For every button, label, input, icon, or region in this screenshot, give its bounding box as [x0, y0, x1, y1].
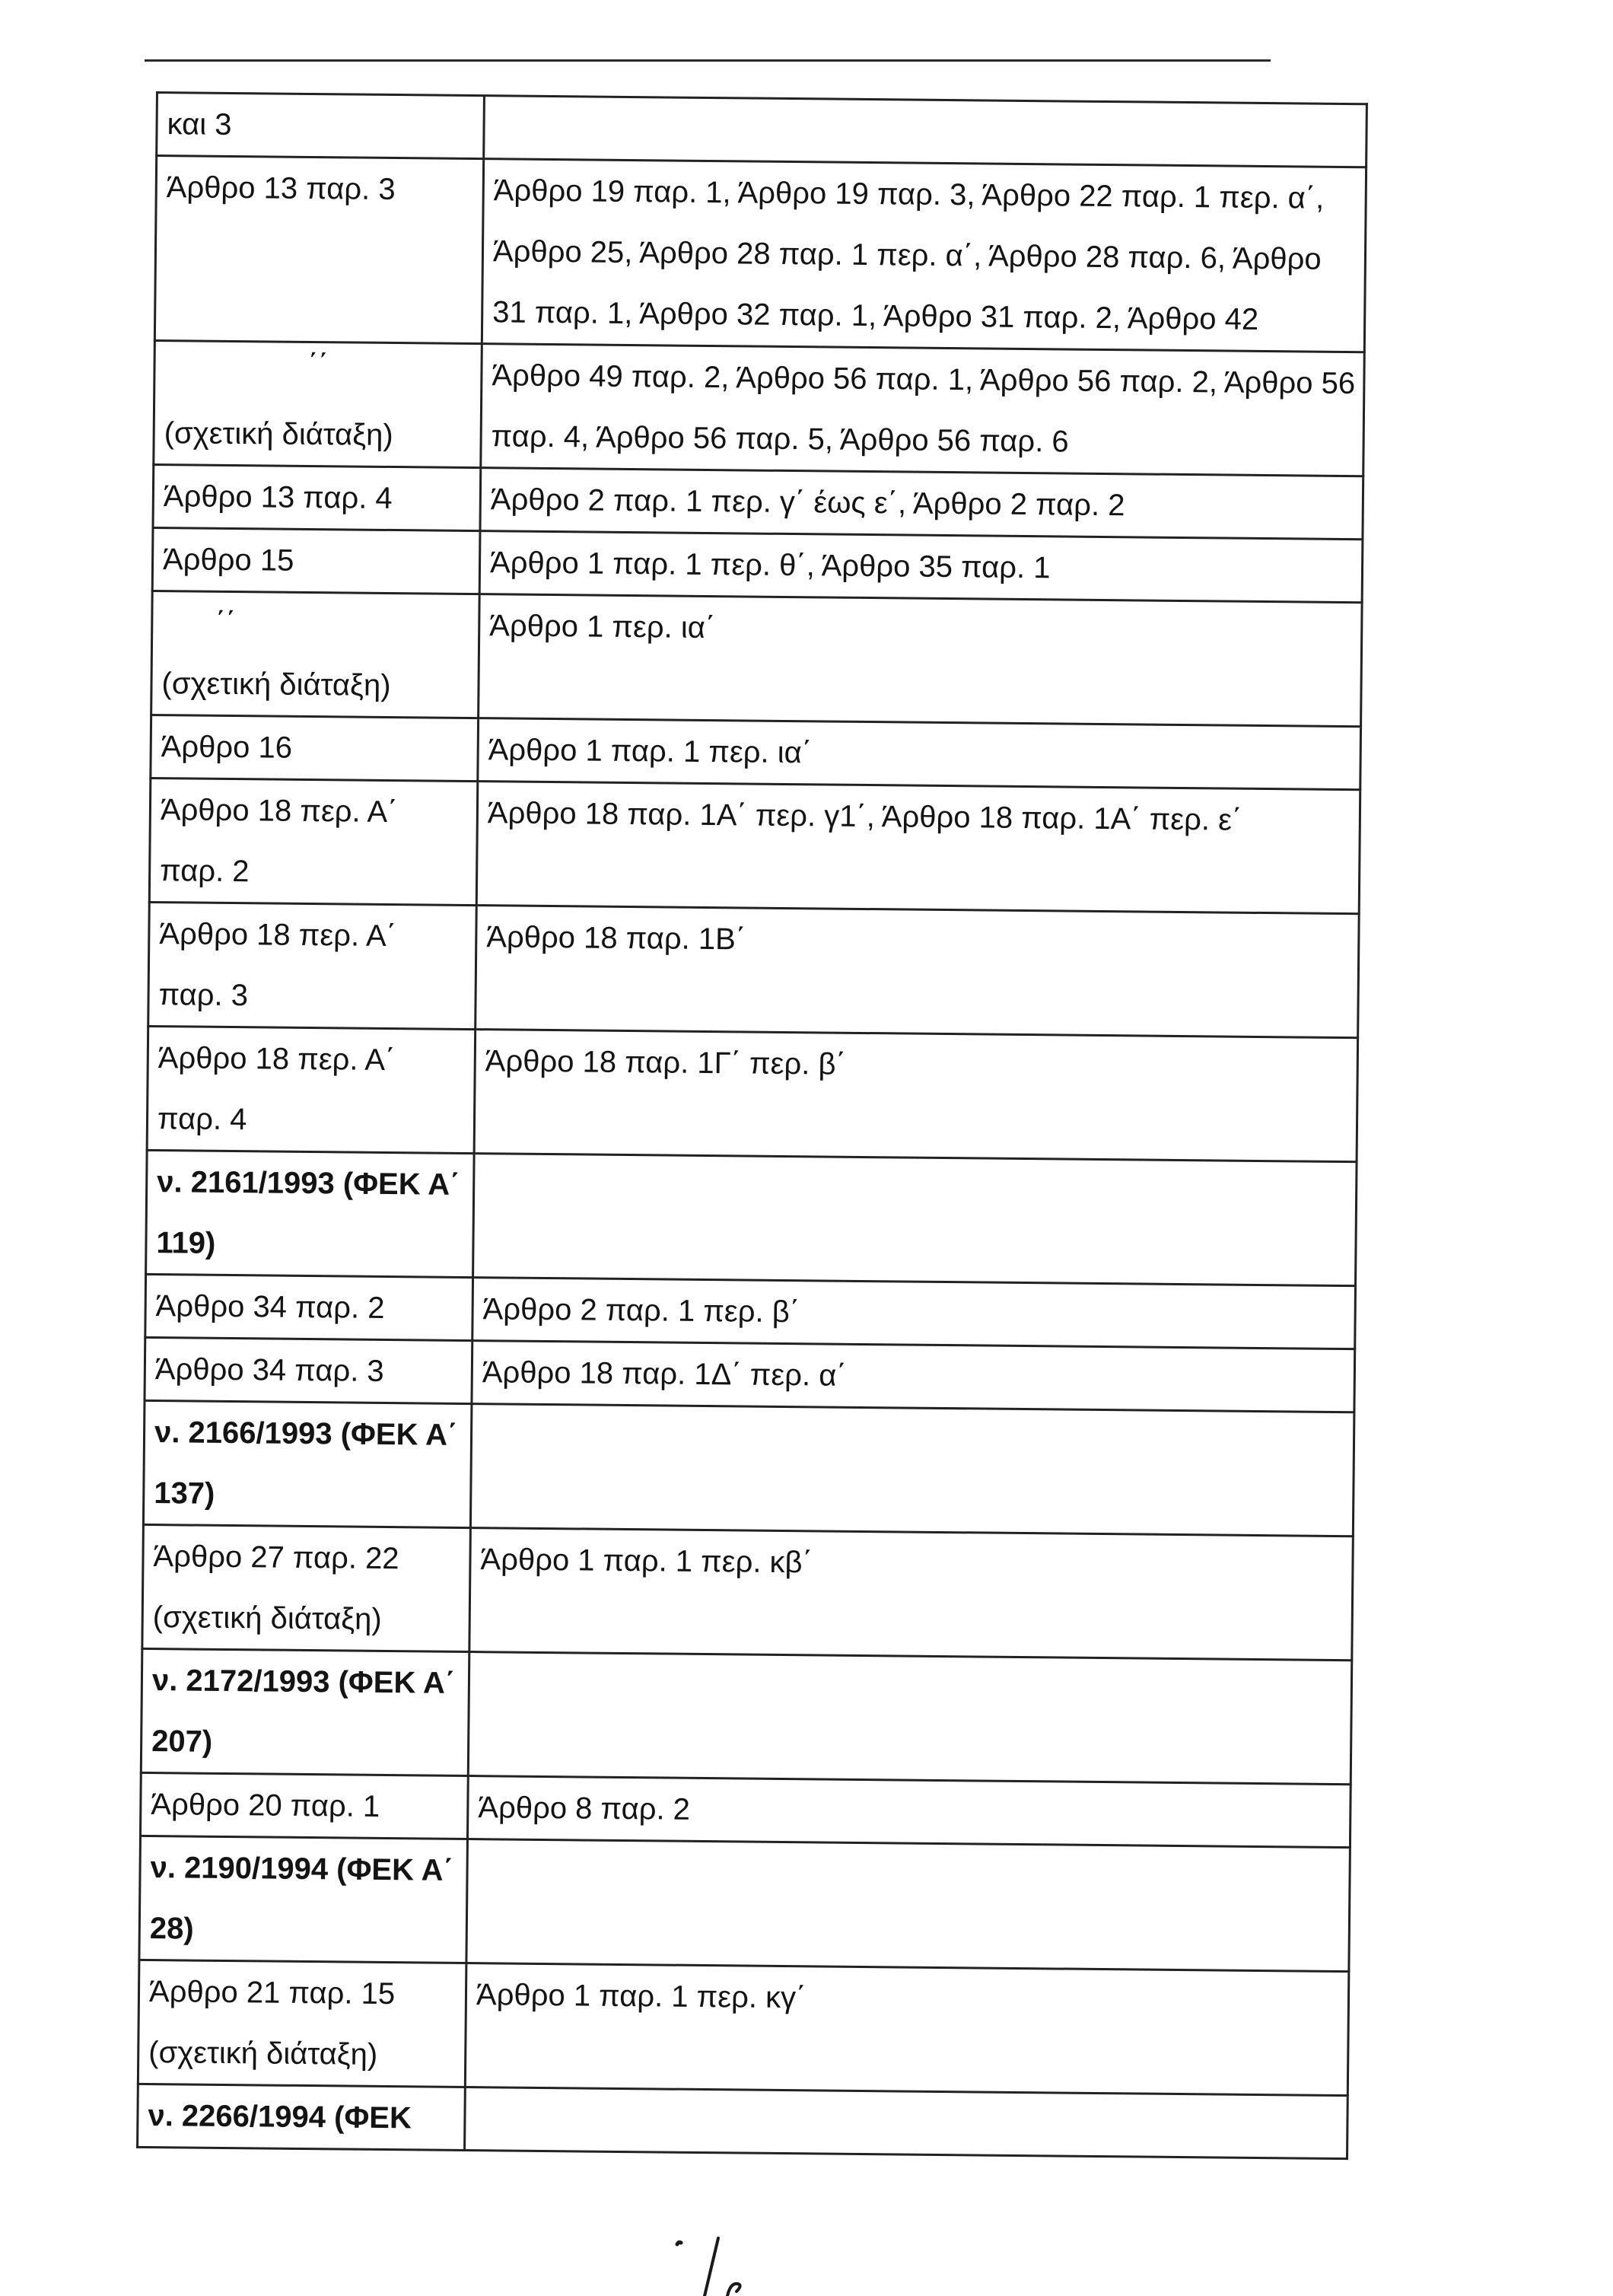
- top-rule: [145, 59, 1271, 62]
- table-row: [151, 591, 1362, 726]
- right-cell: Άρθρο 1 παρ. 1 περ. κβ΄: [469, 1528, 1354, 1661]
- table-row: [149, 778, 1360, 913]
- left-cell-text: (σχετική διάταξη): [161, 667, 391, 702]
- table-row: [140, 1772, 1351, 1847]
- right-cell: Άρθρο 18 παρ. 1Α΄ περ. γ1΄, Άρθρο 18 παρ. 1Α΄ περ. ε΄: [476, 782, 1360, 914]
- table-row: [157, 93, 1367, 167]
- right-cell: [484, 96, 1367, 167]
- left-cell: Άρθρο 20 παρ. 1: [140, 1772, 468, 1839]
- table-row: [154, 156, 1366, 352]
- table-row: [145, 1337, 1355, 1412]
- law-heading-cell: ν. 2161/1993 (ΦΕΚ Α΄ 119): [146, 1150, 475, 1277]
- left-cell: Άρθρο 34 παρ. 2: [145, 1274, 473, 1340]
- table-row: [138, 1960, 1348, 2095]
- left-cell: Άρθρο 34 παρ. 3: [145, 1337, 472, 1403]
- table-row: [151, 715, 1361, 789]
- left-cell: και 3: [157, 93, 485, 159]
- handwritten-initial-mark: [670, 2234, 761, 2296]
- right-cell: Άρθρο 2 παρ. 1 περ. γ΄ έως ε΄, Άρθρο 2 παρ. 2: [480, 468, 1363, 540]
- table-row: [142, 1524, 1353, 1660]
- right-cell: Άρθρο 1 παρ. 1 περ. ια΄: [478, 718, 1361, 790]
- law-heading-cell: ν. 2190/1994 (ΦΕΚ Α΄ 28): [139, 1836, 468, 1963]
- right-cell: [473, 1154, 1357, 1286]
- correspondence-table: [136, 91, 1368, 2160]
- right-cell: Άρθρο 18 παρ. 1Δ΄ περ. α΄: [472, 1341, 1355, 1412]
- left-cell: Άρθρο 15: [152, 527, 480, 594]
- law-heading-cell: ν. 2172/1993 (ΦΕΚ Α΄ 207): [141, 1648, 469, 1775]
- law-heading-cell: ν. 2166/1993 (ΦΕΚ Α΄ 137): [143, 1400, 472, 1527]
- table-row-law-heading: [143, 1400, 1354, 1536]
- table-row: [152, 527, 1363, 602]
- table-row-law-heading: [138, 2084, 1348, 2158]
- table-row: [153, 464, 1363, 539]
- table-row: [145, 1274, 1356, 1349]
- left-cell: [151, 591, 480, 718]
- left-cell: Άρθρο 18 περ. Α΄ παρ. 3: [148, 902, 477, 1029]
- table-row: [147, 1026, 1357, 1161]
- table-row-law-heading: [146, 1150, 1357, 1285]
- table-row-law-heading: [139, 1836, 1350, 1971]
- left-cell: Άρθρο 18 περ. Α΄ παρ. 2: [149, 778, 478, 905]
- law-heading-cell: ν. 2266/1994 (ΦΕΚ: [138, 2084, 466, 2150]
- right-cell: Άρθρο 18 παρ. 1Β΄: [476, 906, 1360, 1038]
- right-cell: Άρθρο 1 παρ. 1 περ. θ΄, Άρθρο 35 παρ. 1: [479, 531, 1363, 603]
- right-cell: Άρθρο 1 παρ. 1 περ. κγ΄: [465, 1963, 1349, 2096]
- right-cell: [465, 2087, 1348, 2159]
- right-cell: [470, 1404, 1354, 1537]
- table-row-law-heading: [141, 1648, 1351, 1784]
- table-row: [148, 902, 1359, 1037]
- left-cell: Άρθρο 16: [151, 715, 479, 781]
- right-cell: [466, 1839, 1351, 1972]
- right-cell: Άρθρο 49 παρ. 2, Άρθρο 56 παρ. 1, Άρθρο 56 παρ. 2, Άρθρο 56 παρ. 4, Άρθρο 56 παρ. 5, Άρθρο 56 παρ. 6: [481, 344, 1365, 476]
- table-row: [154, 340, 1364, 476]
- left-cell-text: (σχετική διάταξη): [164, 416, 393, 453]
- left-cell: Άρθρο 18 περ. Α΄ παρ. 4: [147, 1026, 476, 1153]
- right-cell: Άρθρο 8 παρ. 2: [467, 1776, 1351, 1848]
- right-cell: Άρθρο 19 παρ. 1, Άρθρο 19 παρ. 3, Άρθρο 22 παρ. 1 περ. α΄, Άρθρο 25, Άρθρο 28 παρ. 1 περ. α΄, Άρθρο 28 παρ. 6, Άρθρο 31 παρ. 1, Άρθρο 32 παρ. 1, Άρθρο 31 παρ. 2, Άρθρο 42: [482, 159, 1366, 352]
- right-cell: [468, 1652, 1352, 1785]
- ditto-mark: ΄΄: [307, 348, 329, 383]
- left-cell: [154, 340, 482, 467]
- left-cell: Άρθρο 13 παρ. 3: [154, 156, 483, 344]
- right-cell: Άρθρο 18 παρ. 1Γ΄ περ. β΄: [474, 1030, 1358, 1162]
- right-cell: Άρθρο 2 παρ. 1 περ. β΄: [472, 1278, 1356, 1349]
- left-cell: Άρθρο 13 παρ. 4: [153, 464, 481, 530]
- left-cell: Άρθρο 21 παρ. 15 (σχετική διάταξη): [138, 1960, 466, 2087]
- right-cell: Άρθρο 1 περ. ια΄: [479, 594, 1363, 727]
- left-cell: Άρθρο 27 παρ. 22 (σχετική διάταξη): [142, 1524, 471, 1651]
- ditto-mark: ΄΄: [215, 606, 237, 641]
